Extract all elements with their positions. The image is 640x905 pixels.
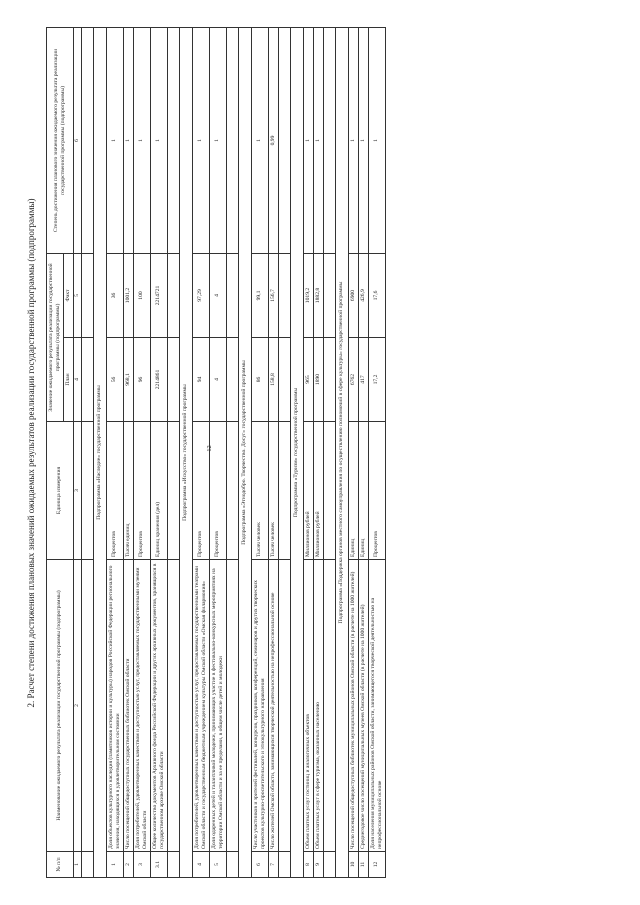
row-degree: 1 — [209, 27, 226, 253]
row-index: 12 — [368, 852, 385, 878]
spacer-cell — [81, 422, 93, 560]
row-plan: 56 — [106, 338, 123, 422]
spacer-cell — [278, 422, 290, 560]
row-name: Число участников и зрителей фестивалей, конкурсов, праздников, конференций, семинаров и других творческих проектов культурно-просветительского и этнокультурного направления — [251, 560, 268, 852]
table-row — [268, 27, 278, 877]
row-name: Число посещений общедоступных библиотек муниципальных районов Омской области (в расчете на 1000 жителей) — [348, 560, 358, 852]
row-plan: 1890 — [313, 338, 323, 422]
header-name: Наименование ожидаемого результата реализации государственной программы (подпрограммы) — [47, 560, 74, 852]
table-row — [348, 27, 358, 877]
row-unit: Тысяч единиц — [123, 422, 133, 560]
row-degree: 1 — [313, 27, 323, 253]
row-unit: Процентов — [133, 422, 150, 560]
row-degree: 1 — [348, 27, 358, 253]
row-fact: 99,1 — [251, 253, 268, 337]
row-plan: 86 — [251, 338, 268, 422]
row-unit: Единиц — [358, 422, 368, 560]
row-index: 7 — [268, 852, 278, 878]
spacer-row — [278, 27, 290, 877]
row-name: Число посещений общедоступных государственных библиотек Омской области — [123, 560, 133, 852]
row-degree: 1 — [192, 27, 209, 253]
column-number: 5 — [73, 253, 81, 337]
row-unit: Процентов — [192, 422, 209, 560]
results-table — [46, 27, 386, 878]
spacer-row — [323, 27, 335, 877]
row-plan: 965 — [303, 338, 313, 422]
section-row — [335, 27, 348, 877]
row-name: Объем платных услуг гостиниц и аналогичных объектов — [303, 560, 313, 852]
row-fact: 2214721 — [150, 253, 167, 337]
row-index: 4 — [192, 852, 209, 878]
row-degree: 0,99 — [268, 27, 278, 253]
spacer-cell — [226, 338, 238, 422]
row-fact: 97,29 — [192, 253, 209, 337]
row-degree: 1 — [251, 27, 268, 253]
row-fact: 6900 — [348, 253, 358, 337]
spacer-cell — [167, 338, 179, 422]
table-row — [313, 27, 323, 877]
row-index: 5 — [209, 852, 226, 878]
row-name: Объем платных услуг в сфере туризма, оказанных населению — [313, 560, 323, 852]
row-unit: Тысяч человек — [251, 422, 268, 560]
spacer-cell — [81, 560, 93, 852]
header-unit: Единица измерения — [47, 422, 74, 560]
spacer-cell — [226, 27, 238, 253]
spacer-cell — [323, 422, 335, 560]
row-plan: 94 — [192, 338, 209, 422]
spacer-cell — [323, 27, 335, 253]
table-row — [303, 27, 313, 877]
row-index: 10 — [348, 852, 358, 878]
spacer-row — [81, 27, 93, 877]
header-degree: Степень достижения планового значения ожидаемого результата реализации государственной программы (подпрограммы) — [47, 27, 74, 253]
table-row — [133, 27, 150, 877]
row-unit: Процентов — [209, 422, 226, 560]
spacer-cell — [278, 852, 290, 878]
spacer-cell — [278, 27, 290, 253]
row-index: 1 — [106, 852, 123, 878]
row-unit: Миллионов рублей — [303, 422, 313, 560]
spacer-cell — [167, 27, 179, 253]
spacer-cell — [323, 560, 335, 852]
row-degree: 1 — [368, 27, 385, 253]
spacer-cell — [81, 852, 93, 878]
row-name: Общее количество документов Архивного фонда Российской Федерации и других архивных документов, хранящихся в государственном архиве Омской области — [150, 560, 167, 852]
column-number: 6 — [73, 27, 81, 253]
row-degree: 1 — [358, 27, 368, 253]
table-row — [150, 27, 167, 877]
row-plan: 968,1 — [123, 338, 133, 422]
column-number: 4 — [73, 338, 81, 422]
row-fact: 4 — [209, 253, 226, 337]
row-plan: 158,8 — [268, 338, 278, 422]
spacer-row — [226, 27, 238, 877]
column-number: 1 — [73, 852, 81, 878]
section-row — [93, 27, 106, 877]
table-row — [251, 27, 268, 877]
row-fact: 1019,2 — [303, 253, 313, 337]
row-unit: Единиц — [348, 422, 358, 560]
section-title: Подпрограмма «Туризм» государственной программы — [290, 27, 303, 877]
row-index: 9 — [313, 852, 323, 878]
spacer-cell — [167, 560, 179, 852]
row-unit: Единиц хранения (дел) — [150, 422, 167, 560]
spacer-row — [167, 27, 179, 877]
row-index: 2 — [123, 852, 133, 878]
header-index: № п/п — [47, 852, 74, 878]
rotated-document — [22, 28, 607, 878]
spacer-cell — [323, 852, 335, 878]
spacer-cell — [226, 852, 238, 878]
row-fact: 156,7 — [268, 253, 278, 337]
table-row — [106, 27, 123, 877]
table-row — [368, 27, 385, 877]
section-title: Подпрограмма «Наследие» государственной программы — [93, 27, 106, 877]
row-plan: 96 — [133, 338, 150, 422]
spacer-cell — [226, 253, 238, 337]
spacer-cell — [278, 253, 290, 337]
row-name: Доля объектов культурного наследия (памятников истории и культуры) народов Российской Федерации регионального значения, находящихся в удовлетворительном состоянии — [106, 560, 123, 852]
row-unit: Процентов — [106, 422, 123, 560]
row-plan: 6762 — [348, 338, 358, 422]
column-number: 2 — [73, 560, 81, 852]
table-body — [73, 27, 385, 877]
header-values-group: Значение ожидаемого результата реализации государственной программы (подпрограммы) — [47, 253, 64, 421]
spacer-cell — [167, 253, 179, 337]
row-degree: 1 — [123, 27, 133, 253]
row-name: Среднегодовое число посещений муниципальных музеев Омской области (в расчете на 1000 жителей) — [358, 560, 368, 852]
row-index: 6 — [251, 852, 268, 878]
column-numbers-row — [73, 27, 81, 877]
spacer-cell — [278, 338, 290, 422]
row-index: 11 — [358, 852, 368, 878]
page-number: 12 — [205, 445, 213, 452]
row-degree: 1 — [150, 27, 167, 253]
spacer-cell — [81, 27, 93, 253]
column-number: 3 — [73, 422, 81, 560]
section-title: Подпрограмма «Поддержка органов местного самоуправления по осуществлению полномочий в сфере культуры» государственной программы — [335, 27, 348, 877]
table-row — [192, 27, 209, 877]
document-title: 2. Расчет степени достижения плановых значений ожидаемых результатов реализации государственной программы (подпрограммы) — [26, 198, 36, 708]
section-row — [290, 27, 303, 877]
table-row — [123, 27, 133, 877]
row-index: 3.1 — [150, 852, 167, 878]
row-plan: 4 — [209, 338, 226, 422]
row-index: 8 — [303, 852, 313, 878]
row-fact: 100 — [133, 253, 150, 337]
row-fact: 1001,2 — [123, 253, 133, 337]
row-plan: 417 — [358, 338, 368, 422]
spacer-cell — [81, 338, 93, 422]
spacer-cell — [167, 852, 179, 878]
row-degree: 1 — [106, 27, 123, 253]
spacer-cell — [167, 422, 179, 560]
row-unit: Миллионов рублей — [313, 422, 323, 560]
section-title: Подпрограмма «Искусство» государственной программы — [179, 27, 192, 877]
section-row — [179, 27, 192, 877]
row-plan: 17,2 — [368, 338, 385, 422]
row-degree: 1 — [133, 27, 150, 253]
row-name: Доля населения муниципальных районов Омской области, занимающегося творческой деятельностью на непрофессиональной основе — [368, 560, 385, 852]
table-row — [209, 27, 226, 877]
row-name: Число жителей Омской области, занимающихся творческой деятельностью на непрофессиональной основе — [268, 560, 278, 852]
row-fact: 36 — [106, 253, 123, 337]
spacer-cell — [323, 253, 335, 337]
section-row — [238, 27, 251, 877]
row-unit: Тысяч человек — [268, 422, 278, 560]
row-degree: 1 — [303, 27, 313, 253]
row-index: 3 — [133, 852, 150, 878]
row-unit: Процентов — [368, 422, 385, 560]
header-plan: План — [63, 338, 73, 422]
row-fact: 17,6 — [368, 253, 385, 337]
spacer-cell — [278, 560, 290, 852]
spacer-cell — [226, 560, 238, 852]
spacer-cell — [81, 253, 93, 337]
spacer-cell — [323, 338, 335, 422]
row-name: Доля потребителей, удовлетворенных качеством и доступностью услуг, предоставляемых государственными музеями Омской области — [133, 560, 150, 852]
section-title: Подпрограмма «Этнодобро. Творчество. Досуг» государственной программы — [238, 27, 251, 877]
row-fact: 1882,8 — [313, 253, 323, 337]
row-plan: 2214861 — [150, 338, 167, 422]
header-fact: Факт — [63, 253, 73, 337]
table-row — [358, 27, 368, 877]
row-name: Доля потребителей, удовлетворенных качеством и доступностью услуг, предоставляемых государственными театрами Омской области и государственным бюджетным учреждением культуры Омской области «Омская филармония» — [192, 560, 209, 852]
row-fact: 426,9 — [358, 253, 368, 337]
spacer-cell — [226, 422, 238, 560]
row-name: Доля одаренных детей и талантливой молодежи, принимающих участие в фестивально-конкурсных мероприятиях на территории Омской области и за ее пределами, в общем числе детей и молодежи — [209, 560, 226, 852]
